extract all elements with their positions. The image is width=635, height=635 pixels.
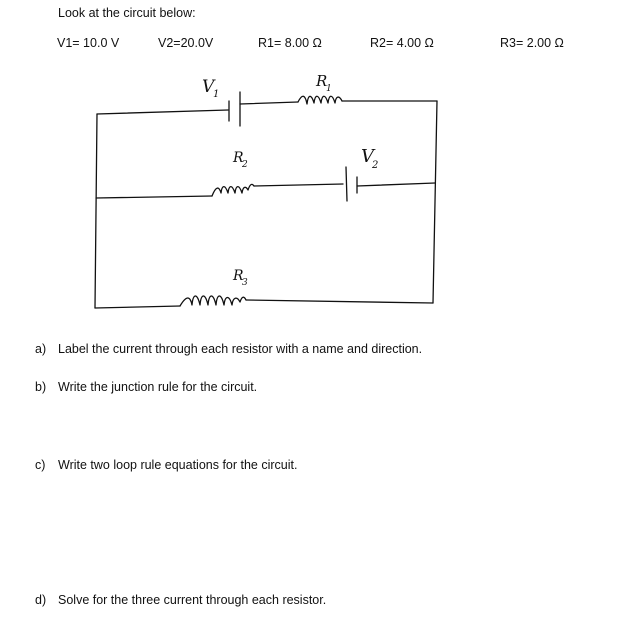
top-branch bbox=[97, 92, 437, 126]
resistor-r3 bbox=[180, 296, 246, 306]
bottom-wire-left bbox=[95, 306, 180, 308]
label-r2-sub: 2 bbox=[242, 160, 248, 170]
question-label: c) bbox=[35, 458, 46, 472]
question-label: a) bbox=[35, 342, 47, 356]
r2-value: R2= 4.00 Ω bbox=[370, 36, 434, 50]
resistor-r1 bbox=[298, 96, 342, 104]
question-b bbox=[35, 380, 257, 394]
question-label: d) bbox=[35, 593, 47, 607]
question-label: b) bbox=[35, 380, 47, 394]
battery-v2-long-plate bbox=[346, 167, 347, 201]
resistor-r2 bbox=[212, 184, 254, 196]
bottom-wire-right bbox=[246, 300, 433, 303]
question-a bbox=[35, 342, 422, 356]
label-v2: V bbox=[361, 146, 374, 167]
label-v2-sub: 2 bbox=[372, 160, 379, 171]
top-wire-mid bbox=[240, 102, 298, 104]
label-r3: R bbox=[233, 268, 244, 284]
label-v1: V bbox=[202, 77, 215, 97]
label-v1-sub: 1 bbox=[213, 89, 220, 100]
question-text: Write two loop rule equations for the circuit. bbox=[58, 458, 298, 472]
top-wire-left bbox=[97, 110, 228, 114]
r1-value: R1= 8.00 Ω bbox=[258, 36, 322, 50]
question-text: Label the current through each resistor with a name and direction. bbox=[58, 342, 423, 356]
instructions-text: Look at the circuit below: bbox=[58, 6, 196, 20]
question-c bbox=[35, 458, 297, 472]
question-d bbox=[35, 593, 326, 607]
label-r2: R bbox=[233, 150, 244, 166]
label-r3-sub: 3 bbox=[242, 278, 248, 288]
middle-wire-right bbox=[357, 183, 435, 186]
label-r1-sub: 1 bbox=[326, 84, 332, 94]
middle-wire-left bbox=[96, 196, 212, 198]
middle-branch bbox=[96, 167, 435, 201]
question-text: Solve for the three current through each resistor. bbox=[58, 593, 327, 607]
label-r1: R bbox=[316, 72, 328, 90]
question-text: Write the junction rule for the circuit. bbox=[58, 380, 258, 394]
r3-value: R3= 2.00 Ω bbox=[500, 36, 564, 50]
v1-value: V1= 10.0 V bbox=[57, 36, 120, 50]
v2-value: V2=20.0V bbox=[158, 36, 214, 50]
right-wire bbox=[433, 101, 437, 303]
middle-wire-mid bbox=[254, 184, 343, 186]
left-wire bbox=[95, 114, 97, 308]
bottom-branch bbox=[95, 296, 433, 308]
